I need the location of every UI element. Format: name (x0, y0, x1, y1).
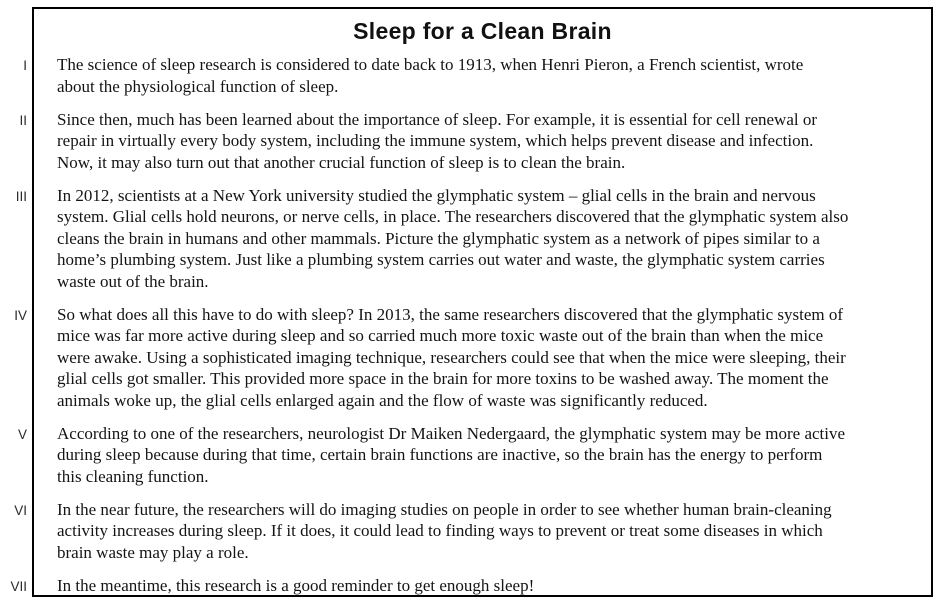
text-line: activity increases during sleep. If it does, it could lead to finding ways to prevent or treat some diseases in which (57, 521, 823, 540)
paragraph-text (27, 423, 940, 488)
paragraph-row (0, 54, 940, 97)
text-line: In the meantime, this research is a good reminder to get enough sleep! (57, 575, 535, 595)
text-line: home’s plumbing system. Just like a plumbing system carries out water and waste, the glymphatic system carries (57, 250, 825, 269)
paragraph-text (27, 499, 940, 564)
paragraph-numeral: III (15, 188, 27, 204)
paragraph-text (27, 304, 940, 412)
paragraph-text (27, 185, 940, 293)
paragraph-row (0, 109, 940, 174)
text-line: this cleaning function. (57, 466, 209, 486)
paragraph-numeral: VII (10, 578, 27, 594)
paragraph-numeral: I (23, 58, 27, 73)
text-line: glial cells got smaller. This provided more space in the brain for more toxins to be washed away. The moment the (57, 369, 829, 388)
paragraph-row (0, 304, 940, 412)
paragraph-numeral: II (19, 112, 27, 128)
text-line: waste out of the brain. (57, 271, 209, 291)
text-line: Since then, much has been learned about the importance of sleep. For example, it is essential for cell renewal or (57, 109, 818, 129)
paragraph-text (27, 109, 940, 174)
text-line: animals woke up, the glial cells enlarged again and the flow of waste was significantly reduced. (57, 390, 708, 410)
text-line: mice was far more active during sleep and so carried much more toxic waste out of the brain than when the mice (57, 326, 824, 345)
text-line: brain waste may play a role. (57, 542, 249, 562)
paragraph-text (27, 575, 940, 598)
paragraph-numeral: IV (14, 307, 27, 323)
text-line: cleans the brain in humans and other mammals. Picture the glymphatic system as a network of pipes similar to a (57, 228, 820, 248)
paragraph-row (0, 423, 940, 488)
text-line: So what does all this have to do with sleep? In 2013, the same researchers discovered that the glymphatic system of (57, 304, 844, 324)
paragraph-text (27, 54, 940, 97)
paragraph-numeral: VI (14, 502, 27, 518)
paragraph-row (0, 185, 940, 293)
text-line: about the physiological function of sleep. (57, 76, 339, 96)
text-line: Now, it may also turn out that another crucial function of sleep is to clean the brain. (57, 152, 626, 172)
text-line: repair in virtually every body system, including the immune system, which helps prevent disease and infection. (57, 131, 814, 150)
text-line: during sleep because during that time, certain brain functions are inactive, so the brain has the energy to perform (57, 445, 823, 464)
text-line: In 2012, scientists at a New York university studied the glymphatic system – glial cells in the brain and nervous (57, 185, 816, 205)
text-line: According to one of the researchers, neurologist Dr Maiken Nedergaard, the glymphatic system may be more active (57, 423, 846, 443)
paragraph-row (0, 499, 940, 564)
text-line: The science of sleep research is considered to date back to 1913, when Henri Pieron, a French scientist, wrote (57, 55, 804, 74)
text-line: system. Glial cells hold neurons, or nerve cells, in place. The researchers discovered that the glymphatic system also (57, 207, 849, 226)
paragraph-numeral: V (17, 426, 27, 442)
text-line: In the near future, the researchers will do imaging studies on people in order to see whether human brain-cleaning (57, 499, 832, 519)
paragraph-row (0, 575, 940, 598)
text-line: were awake. Using a sophisticated imaging technique, researchers could see that when the mice were sleeping, their (57, 347, 846, 367)
paragraph-list (0, 54, 940, 609)
document-title: Sleep for a Clean Brain (353, 18, 612, 44)
